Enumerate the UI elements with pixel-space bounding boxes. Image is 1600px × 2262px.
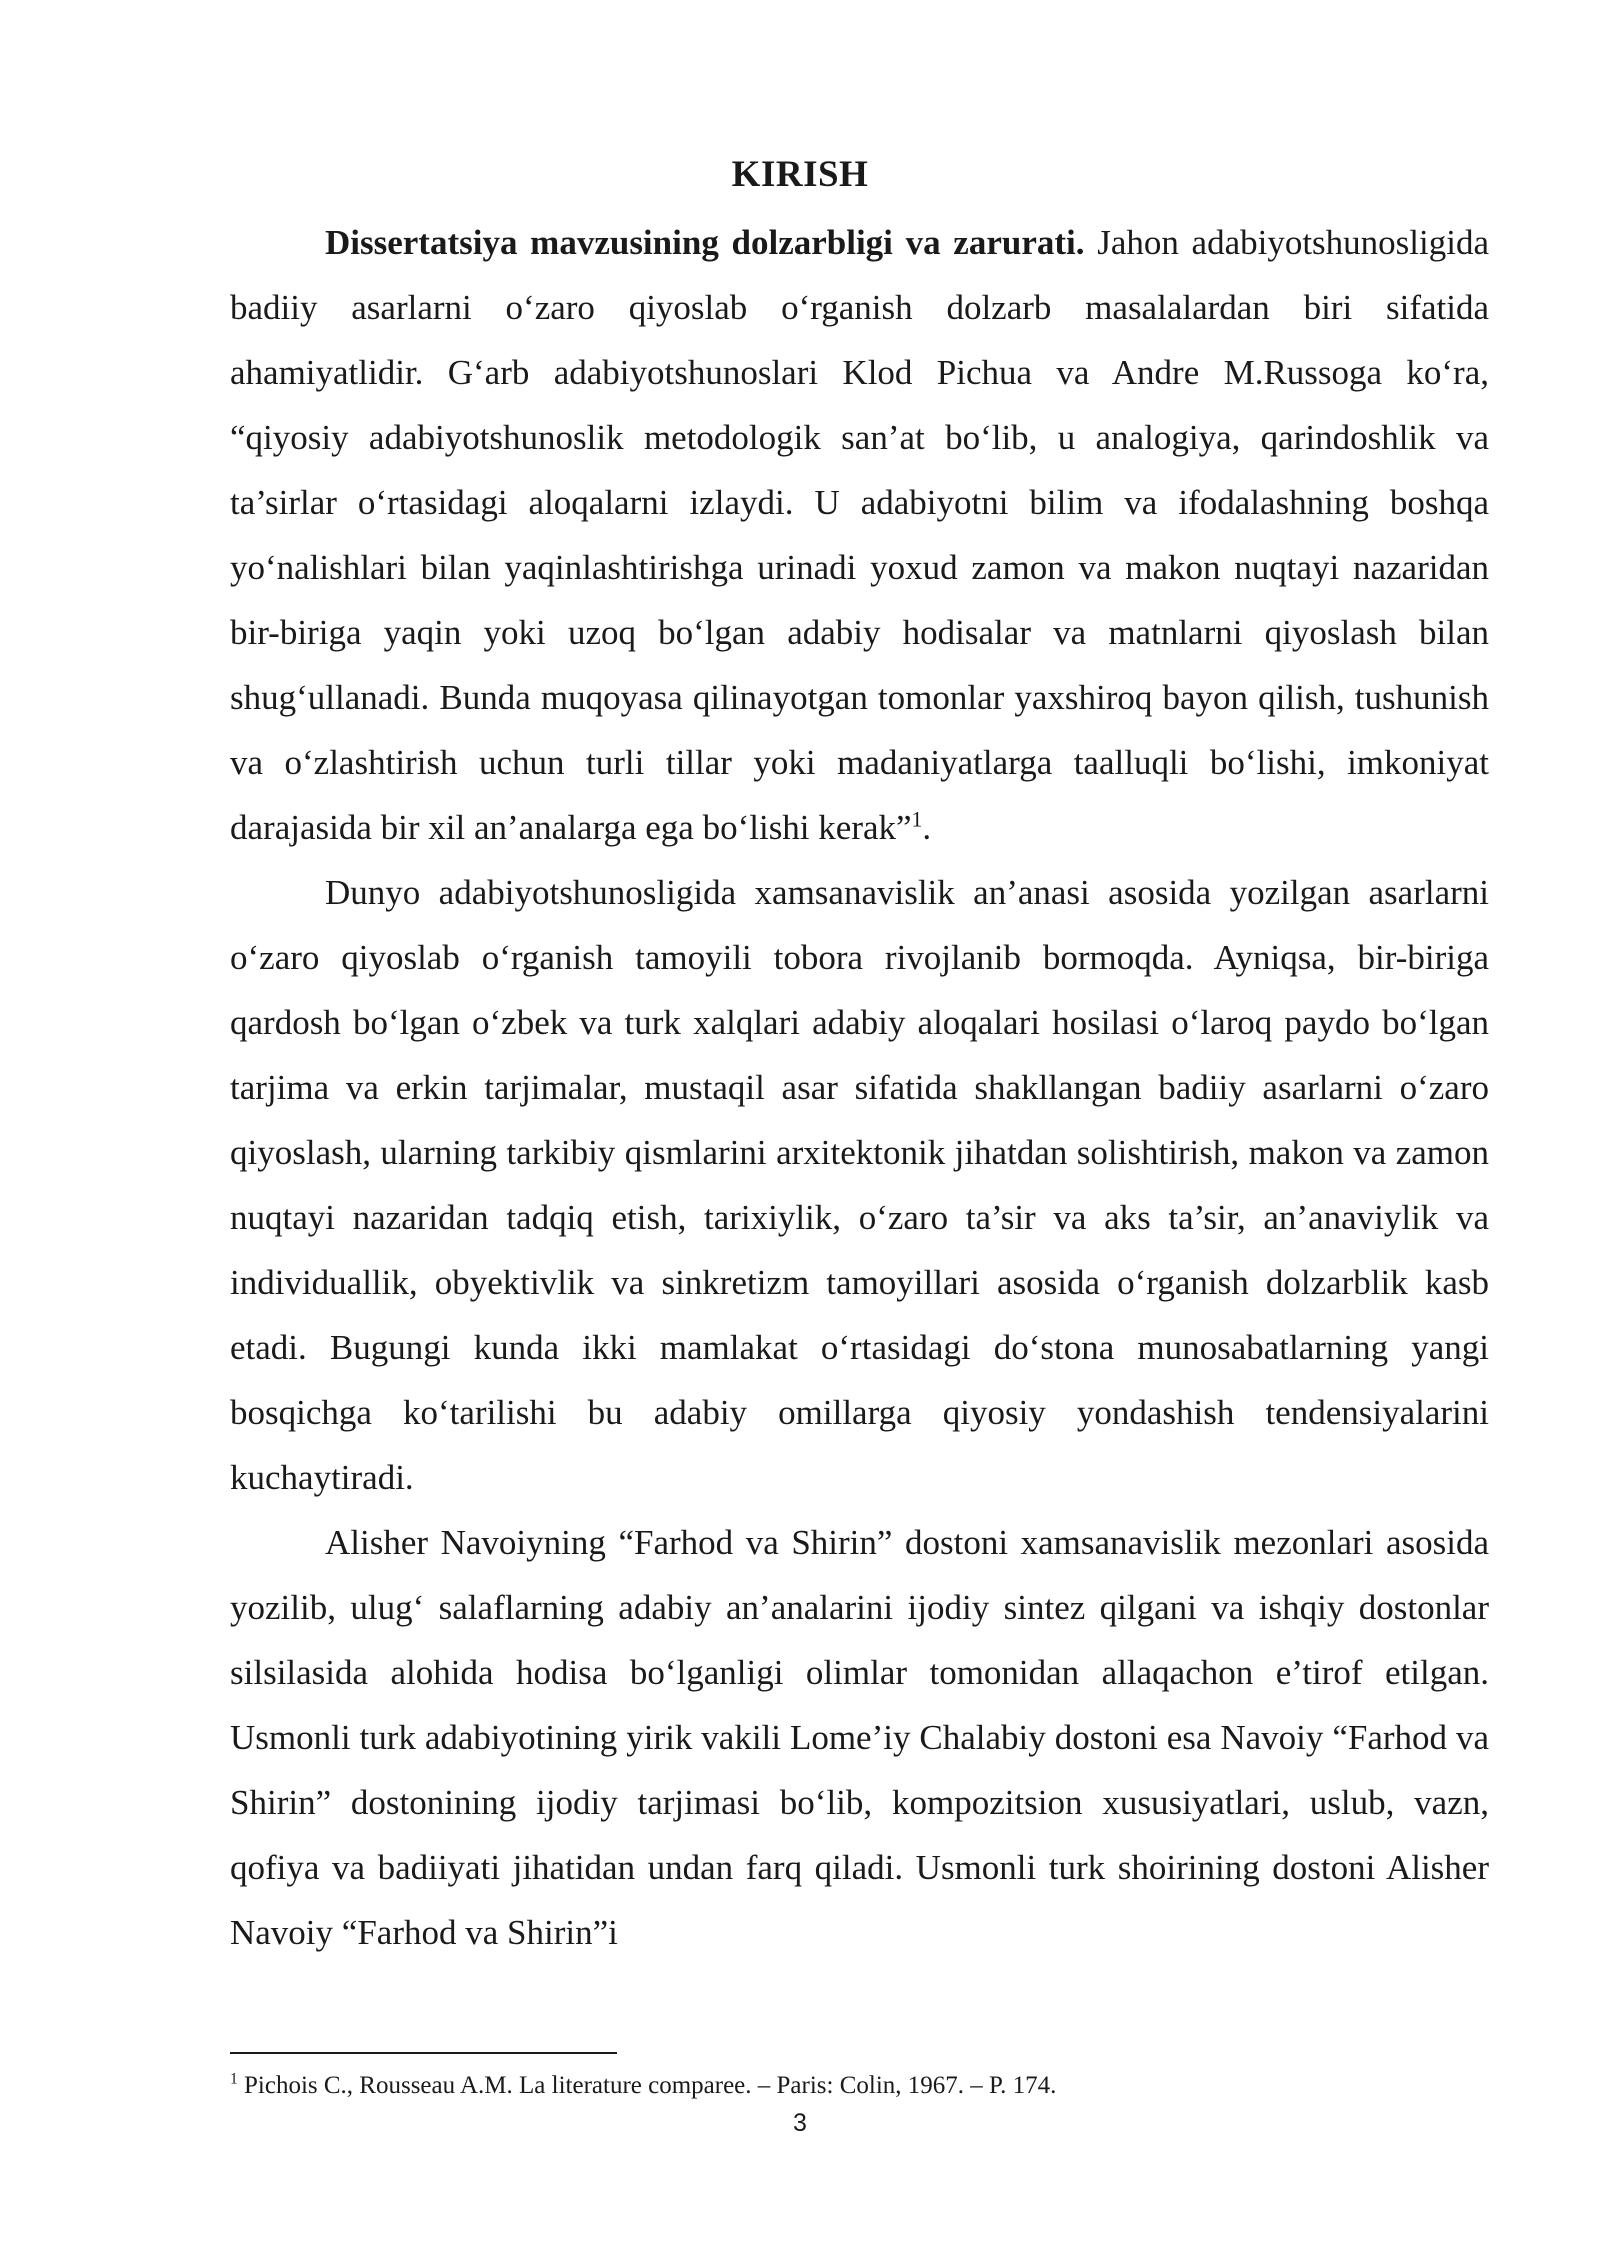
paragraph-1 bbox=[230, 210, 1489, 860]
paragraph-lead: Dissertatsiya mavzusining dolzarbligi va zarurati. bbox=[325, 223, 1085, 262]
page-number: 3 bbox=[793, 2109, 807, 2137]
footnote-text: Pichois C., Rousseau A.M. La literature comparee. – Paris: Colin, 1967. – P. 174. bbox=[237, 2072, 1057, 2099]
section-heading: KIRISH bbox=[731, 154, 869, 195]
footnote-separator bbox=[230, 2052, 617, 2054]
body-text bbox=[230, 210, 1489, 1965]
paragraph-text: Jahon adabiyotshunosligida badiiy asarlarni o‘zaro qiyoslab o‘rganish dolzarb masalalardan biri sifatida ahamiyatlidir. G‘arb adabiyotshunoslari Klod Pichua va Andre M.Russoga ko‘ra, “qiyosiy adabiyotshunoslik metodologik san’at bo‘lib, u analogiya, qarindoshlik va ta’sirlar o‘rtasidagi aloqalarni izlaydi. U adabiyotni bilim va ifodalashning boshqa yo‘nalishlari bilan yaqinlashtirishga urinadi yoxud zamon va makon nuqtayi nazaridan bir-biriga yaqin yoki uzoq bo‘lgan adabiy hodisalar va matnlarni qiyoslash bilan shug‘ullanadi. Bunda muqoyasa qilinayotgan tomonlar yaxshiroq bayon qilish, tushunish va o‘zlashtirish uchun turli tillar yoki madaniyatlarga taalluqli bo‘lishi, imkoniyat darajasida bir xil an’analarga ega bo‘lishi kerak” bbox=[230, 223, 1490, 847]
footnote bbox=[230, 2068, 1489, 2104]
footnote-reference[interactable]: 1 bbox=[911, 807, 923, 832]
paragraph-tail: . bbox=[922, 808, 932, 847]
paragraph-3: Alisher Navoiyning “Farhod va Shirin” dostoni xamsanavislik mezonlari asosida yozilib, ulug‘ salaflarning adabiy an’analarini ijodiy sintez qilgani va ishqiy dostonlar silsilasida alohida hodisa bo‘lganligi olimlar tomonidan allaqachon e’tirof etilgan. Usmonli turk adabiyotining yirik vakili Lome’iy Chalabiy dostoni esa Navoiy “Farhod va Shirin” dostonining ijodiy tarjimasi bo‘lib, kompozitsion xususiyatlari, uslub, vazn, qofiya va badiiyati jihatidan undan farq qiladi. Usmonli turk shoirining dostoni Alisher Navoiy “Farhod va Shirin”i bbox=[230, 1523, 1489, 1952]
footnote-number: 1 bbox=[230, 2070, 238, 2088]
paragraph-2: Dunyo adabiyotshunosligida xamsanavislik an’anasi asosida yozilgan asarlarni o‘zaro qiyoslab o‘rganish tamoyili tobora rivojlanib bormoqda. Ayniqsa, bir-biriga qardosh bo‘lgan o‘zbek va turk xalqlari adabiy aloqalari hosilasi o‘laroq paydo bo‘lgan tarjima va erkin tarjimalar, mustaqil asar sifatida shakllangan badiiy asarlarni o‘zaro qiyoslash, ularning tarkibiy qismlarini arxitektonik jihatdan solishtirish, makon va zamon nuqtayi nazaridan tadqiq etish, tarixiylik, o‘zaro ta’sir va aks ta’sir, an’anaviylik va individuallik, obyektivlik va sinkretizm tamoyillari asosida o‘rganish dolzarblik kasb etadi. Bugungi kunda ikki mamlakat o‘rtasidagi do‘stona munosabatlarning yangi bosqichga ko‘tarilishi bu adabiy omillarga qiyosiy yondashish tendensiyalarini kuchaytiradi. bbox=[230, 873, 1489, 1497]
